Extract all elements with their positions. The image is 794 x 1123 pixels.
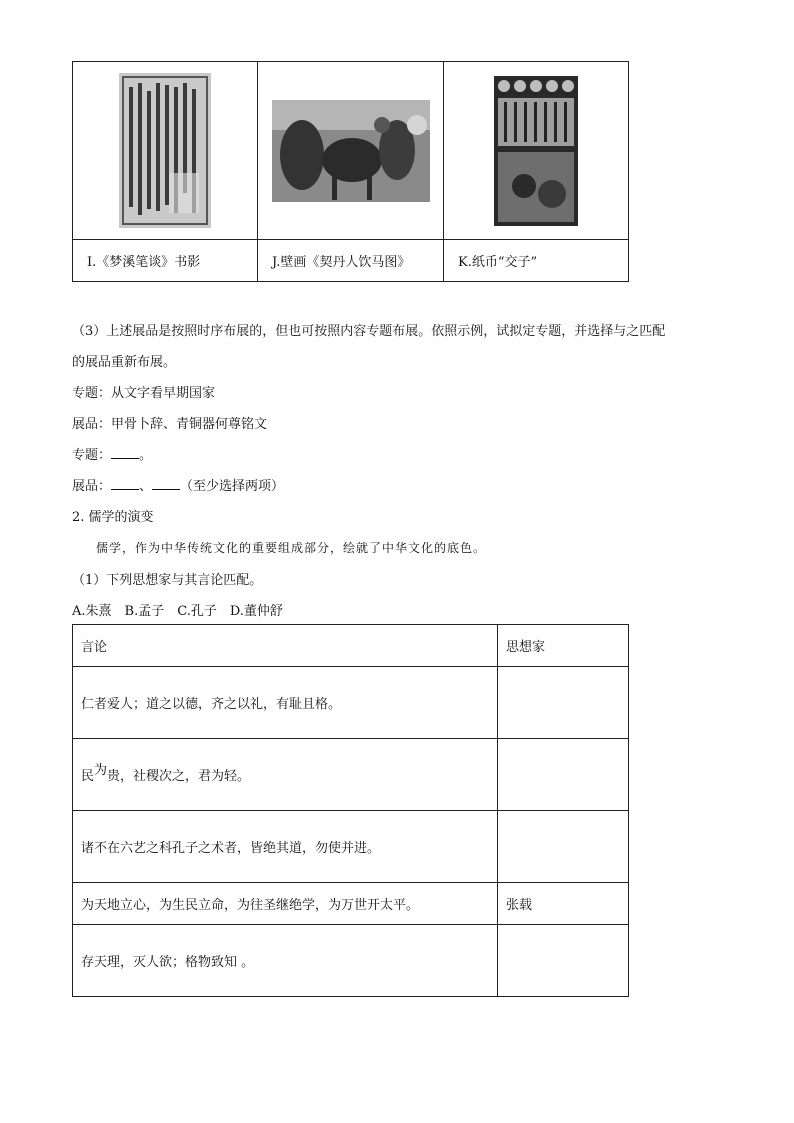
thinker-answer-cell[interactable] bbox=[498, 667, 629, 739]
quote-table bbox=[72, 624, 629, 997]
items-separator: 、 bbox=[139, 479, 153, 494]
topic-answer-line bbox=[72, 444, 152, 463]
thinker-answer-cell: 张载 bbox=[498, 883, 629, 925]
thinker-answer-cell[interactable] bbox=[498, 739, 629, 811]
items-note: （至少选择两项） bbox=[180, 479, 285, 494]
thinker-answer-cell[interactable] bbox=[498, 925, 629, 997]
exhibit-image-cell-k bbox=[444, 62, 629, 240]
items-answer-line bbox=[72, 475, 284, 494]
exhibit-image-cell-i bbox=[73, 62, 258, 240]
paper-money-image bbox=[494, 76, 578, 226]
q3-prompt-line2: 的展品重新布展。 bbox=[72, 355, 177, 370]
mural-painting-image bbox=[272, 100, 430, 202]
quote-superscript: 为 bbox=[94, 763, 108, 778]
table-row bbox=[73, 811, 629, 883]
items-label: 展品： bbox=[72, 479, 112, 494]
table-row bbox=[73, 883, 629, 925]
quote-text: 仁者爱人；道之以德，齐之以礼，有耻且格。 bbox=[73, 667, 498, 739]
topic-label: 专题： bbox=[72, 448, 112, 463]
table-row bbox=[73, 667, 629, 739]
exhibit-caption-i: I.《梦溪笔谈》书影 bbox=[73, 240, 258, 282]
example-items: 展品：甲骨卜辞、青铜器何尊铭文 bbox=[72, 417, 268, 432]
example-topic: 专题：从文字看早期国家 bbox=[72, 386, 216, 401]
section2-heading: 2. 儒学的演变 bbox=[72, 510, 154, 525]
quote-text: 诸不在六艺之科孔子之术者，皆绝其道，勿使并进。 bbox=[73, 811, 498, 883]
quote-text bbox=[73, 739, 498, 811]
quote-part-a: 民 bbox=[81, 769, 95, 784]
header-quote: 言论 bbox=[73, 625, 498, 667]
exhibit-caption-k: K.纸币“交子” bbox=[444, 240, 629, 282]
exhibit-caption-j: J.壁画《契丹人饮马图》 bbox=[258, 240, 444, 282]
table-header-row bbox=[73, 625, 629, 667]
table-row bbox=[73, 925, 629, 997]
quote-text: 为天地立心，为生民立命，为往圣继绝学，为万世开太平。 bbox=[73, 883, 498, 925]
exhibit-table bbox=[72, 61, 629, 282]
q3-prompt-line1: （3）上述展品是按照时序布展的，但也可按照内容专题布展。依照示例，试拟定专题，并选择与之匹配 bbox=[72, 324, 666, 339]
quote-part-b: 贵，社稷次之，君为轻。 bbox=[107, 769, 251, 784]
topic-end: 。 bbox=[139, 448, 153, 463]
quote-text: 存天理，灭人欲；格物致知 。 bbox=[73, 925, 498, 997]
q1-prompt: （1）下列思想家与其言论匹配。 bbox=[72, 573, 263, 588]
topic-blank[interactable] bbox=[111, 448, 139, 459]
items-blank-2[interactable] bbox=[152, 479, 180, 490]
table-row bbox=[73, 739, 629, 811]
options-line: A.朱熹 B.孟子 C.孔子 D.董仲舒 bbox=[72, 604, 283, 619]
items-blank-1[interactable] bbox=[111, 479, 139, 490]
header-thinker: 思想家 bbox=[498, 625, 629, 667]
book-page-image bbox=[119, 73, 211, 228]
exhibit-image-cell-j bbox=[258, 62, 444, 240]
thinker-answer-cell[interactable] bbox=[498, 811, 629, 883]
section2-intro: 儒学，作为中华传统文化的重要组成部分，绘就了中华文化的底色。 bbox=[96, 541, 487, 555]
